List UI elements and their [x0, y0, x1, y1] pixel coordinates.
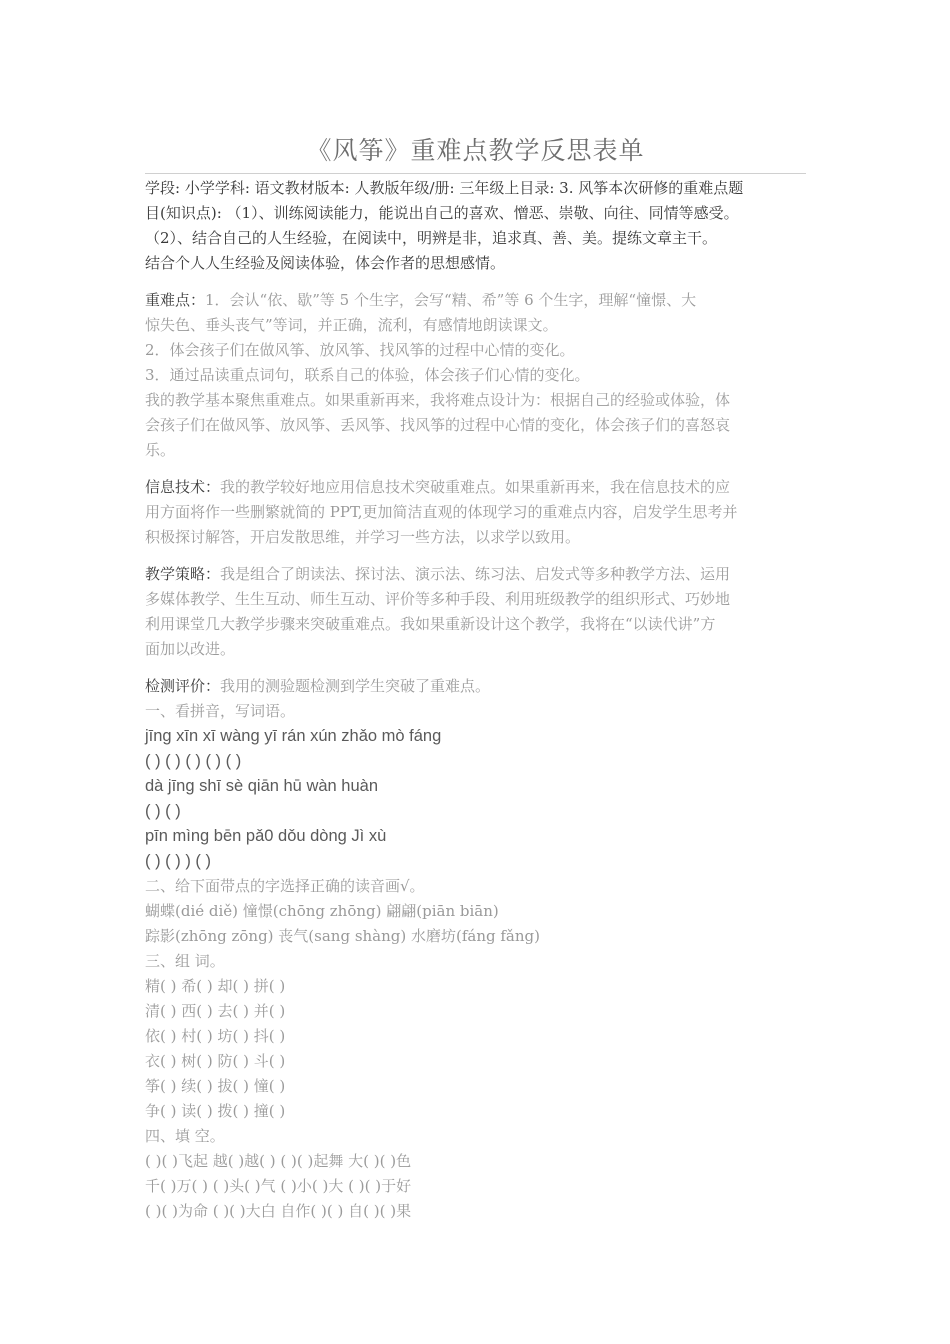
paragraph-line: 惊失色、垂头丧气”等词，并正确，流利，有感情地朗读课文。	[145, 316, 558, 334]
paragraph-line: 3．通过品读重点词句，联系自己的体验，体会孩子们心情的变化。	[145, 366, 590, 384]
paragraph-line: 多媒体教学、生生互动、师生互动、评价等多种手段、利用班级教学的组织形式、巧妙地	[145, 590, 731, 608]
reading-line: 蝴蝶(dié diě) 憧憬(chōng zhōng) 翩翩(piān biān)	[145, 902, 499, 920]
paragraph-line: 2．体会孩子们在做风筝、放风筝、找风筝的过程中心情的变化。	[145, 341, 575, 359]
pinyin-line: dà jīng shī sè qiān hū wàn huàn	[145, 777, 379, 795]
exercise-heading: 一、看拼音，写词语。	[145, 702, 296, 720]
word-line: 清( ) 西( ) 去( ) 并( )	[145, 1002, 286, 1020]
word-line: 筝( ) 续( ) 拔( ) 憧( )	[145, 1077, 286, 1095]
section-label: 检测评价：	[145, 677, 221, 695]
pinyin-line: pīn mìng bēn pǎ0 dǒu dòng Jì xù	[145, 827, 387, 845]
paragraph-text: 1．会认“依、歇”等 5 个生字，会写“精、希”等 6 个生字，理解“憧憬、大	[205, 291, 697, 309]
paragraph-line: 会孩子们在做风筝、放风筝、丢风筝、找风筝的过程中心情的变化，体会孩子们的喜怒哀	[145, 416, 731, 434]
section-label: 重难点：	[145, 291, 206, 309]
section-label: 信息技术：	[145, 478, 221, 496]
evaluation-section	[145, 674, 806, 1224]
word-line: 争( ) 读( ) 拨( ) 撞( )	[145, 1102, 286, 1120]
word-line: 依( ) 村( ) 坊( ) 抖( )	[145, 1027, 286, 1045]
header-info	[145, 176, 806, 276]
fill-line: ( )( )飞起 越( )越( ) ( )( )起舞 大( )( )色	[145, 1152, 412, 1170]
exercise-heading: 三、组 词。	[145, 952, 225, 970]
paragraph-line: 利用课堂几大教学步骤来突破重难点。我如果重新设计这个教学，我将在“以读代讲”方	[145, 615, 716, 633]
section-label: 教学策略：	[145, 565, 221, 583]
paragraph-line: 积极探讨解答，开启发散思维，并学习一些方法，以求学以致用。	[145, 528, 581, 546]
blanks-line: ( ) ( )	[145, 802, 181, 820]
document-body	[145, 176, 806, 1224]
tech-section	[145, 475, 806, 550]
title-divider	[145, 173, 806, 174]
paragraph-line: 用方面将作一些删繁就简的 PPT,更加简洁直观的体现学习的重难点内容，启发学生思考并	[145, 503, 738, 521]
paragraph-line: 我的教学基本聚焦重难点。如果重新再来，我将难点设计为：根据自己的经验或体验，体	[145, 391, 731, 409]
header-line: 目(知识点): （1）、训练阅读能力，能说出自己的喜欢、憎恶、崇敬、向往、同情等感受。	[145, 204, 739, 222]
exercise-heading: 四、填 空。	[145, 1127, 225, 1145]
blanks-line: ( ) ( ) ) ( )	[145, 852, 211, 870]
reading-line: 踪影(zhōng zōng) 丧气(sang shàng) 水磨坊(fáng fǎng)	[145, 927, 540, 945]
paragraph-text: 我的教学较好地应用信息技术突破重难点。如果重新再来，我在信息技术的应	[220, 478, 731, 496]
header-line: 结合个人人生经验及阅读体验，体会作者的思想感情。	[145, 254, 506, 272]
strategy-section	[145, 562, 806, 662]
paragraph-text: 我用的测验题检测到学生突破了重难点。	[220, 677, 491, 695]
fill-line: ( )( )为命 ( )( )大白 自作( )( ) 自( )( )果	[145, 1202, 412, 1220]
blanks-line: ( ) ( ) ( ) ( ) ( )	[145, 752, 242, 770]
exercise-heading: 二、给下面带点的字选择正确的读音画√。	[145, 877, 425, 895]
paragraph-line: 乐。	[145, 441, 176, 459]
word-line: 衣( ) 树( ) 防( ) 斗( )	[145, 1052, 286, 1070]
paragraph-text: 我是组合了朗读法、探讨法、演示法、练习法、启发式等多种教学方法、运用	[220, 565, 731, 583]
paragraph-line: 面加以改进。	[145, 640, 236, 658]
word-line: 精( ) 希( ) 却( ) 拼( )	[145, 977, 286, 995]
fill-line: 千( )万( ) ( )头( )气 ( )小( )大 ( )( )于好	[145, 1177, 412, 1195]
page-title: 《风筝》重难点教学反思表单	[306, 136, 645, 165]
pinyin-line: jīng xīn xī wàng yī rán xún zhǎo mò fáng	[145, 727, 442, 745]
difficulty-section	[145, 288, 806, 463]
header-line: 学段: 小学学科: 语文教材版本: 人教版年级/册: 三年级上目录: 3. 风筝本次研修的重难点题	[145, 179, 744, 197]
header-line: （2）、结合自己的人生经验，在阅读中，明辨是非，追求真、善、美。提练文章主干。	[145, 229, 718, 247]
